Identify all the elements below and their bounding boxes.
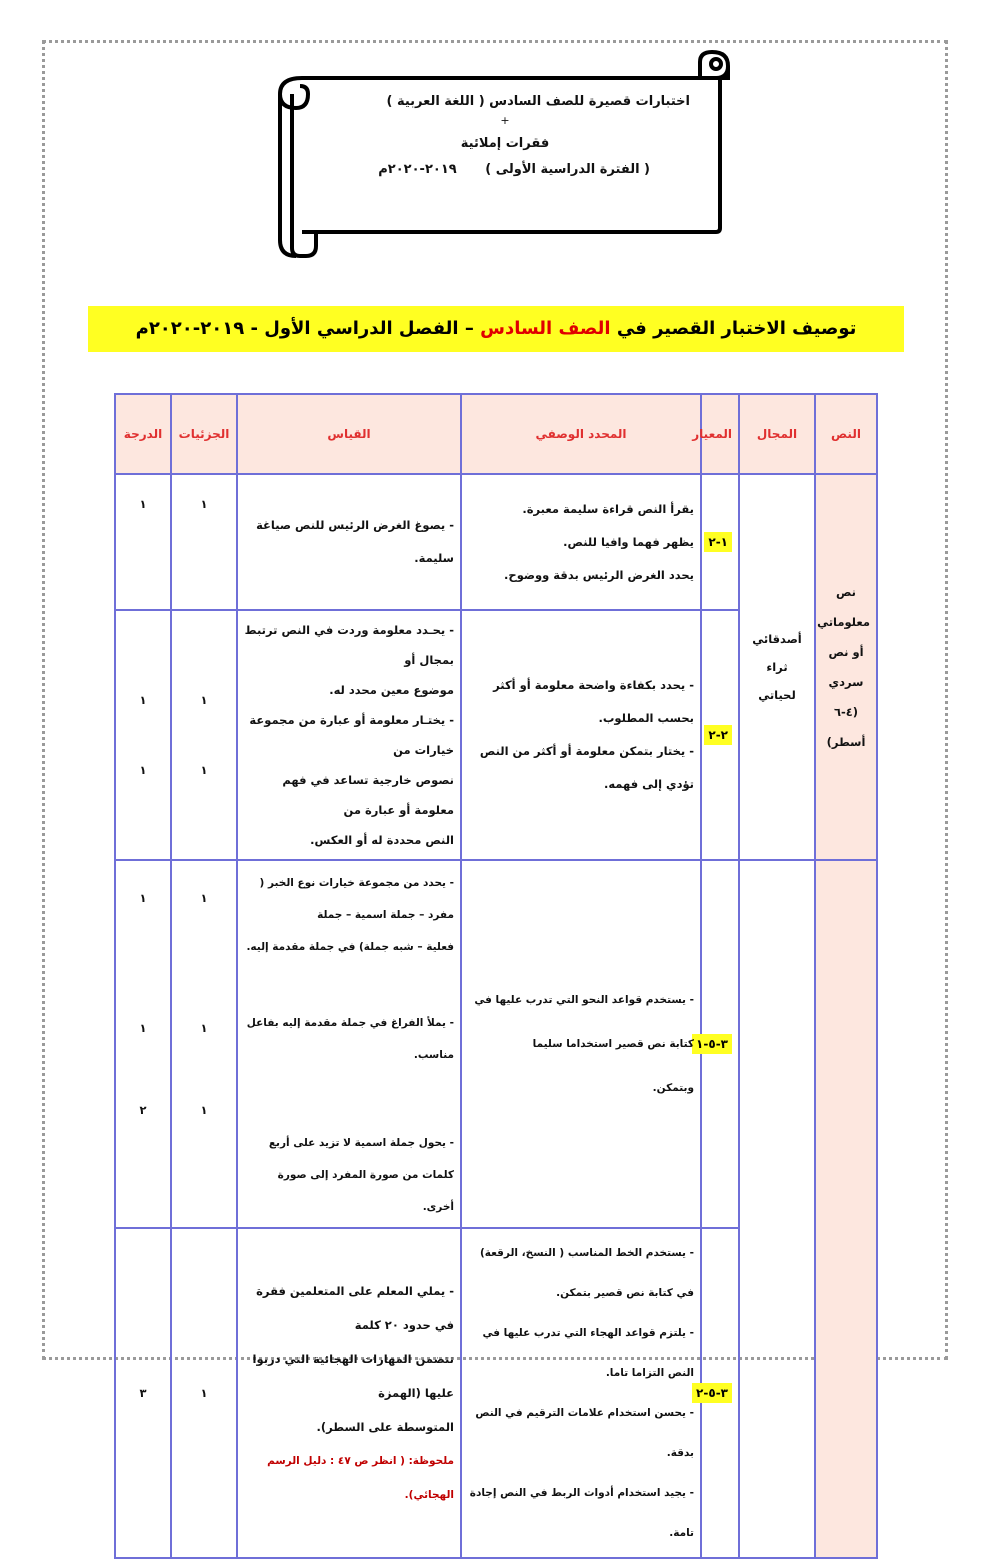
- title-highlight: الصف السادس: [480, 318, 611, 339]
- parts-value: ١: [200, 693, 208, 707]
- grade-value: ٣: [139, 1386, 147, 1400]
- grade-cell: [115, 860, 171, 1228]
- descriptor-line: يظهر فهما وافيا للنص.: [563, 534, 694, 549]
- descriptor-line: - يستخدم قواعد النحو التي تدرب عليها في كتابة نص قصير استخداما سليما: [474, 994, 694, 1050]
- header-line3: [300, 160, 650, 180]
- measure-line: المتوسطة على السطر).: [316, 1420, 454, 1434]
- title-part2: – الفصل الدراسي الأول - ٢٠١٩-٢٠٢٠م: [135, 318, 481, 339]
- grade-value: ١: [139, 891, 147, 905]
- text-cell-line: أو نص: [828, 645, 864, 659]
- text-cell-line: (٤-٦ أسطر): [826, 705, 866, 749]
- header-period: ( الفترة الدراسية الأولى ): [485, 162, 650, 177]
- header-plus: +: [500, 114, 510, 127]
- text-cell-empty: [815, 860, 877, 1558]
- parts-value: ١: [200, 763, 208, 777]
- page-title: [88, 306, 904, 352]
- header-descriptor: المحدد الوصفي: [461, 394, 701, 474]
- parts-value: ١: [200, 1021, 208, 1035]
- grade-value: ١: [139, 1021, 147, 1035]
- standard-code: ٢-٢: [704, 725, 732, 745]
- grade-cell: [115, 610, 171, 860]
- domain-line: لحياتي: [758, 688, 796, 702]
- measure-line: - يحول جملة اسمية لا تزيد على أربع كلمات من صورة المفرد إلى صورة: [268, 1137, 454, 1181]
- grade-value: ٢: [139, 1103, 147, 1117]
- standard-code: ٣-٥-٢: [692, 1383, 732, 1403]
- descriptor-line: - يلتزم قواعد الهجاء التي تدرب عليها في النص التزاما تاما.: [482, 1327, 694, 1379]
- grade-cell: [115, 1228, 171, 1558]
- domain-cell: [739, 474, 815, 860]
- descriptor-line: - يحسن استخدام علامات الترقيم في النص بدقة.: [475, 1407, 694, 1459]
- parts-value: ١: [200, 1103, 208, 1117]
- descriptor-line: - يحدد بكفاءة واضحة معلومة أو أكثر بحسب المطلوب.: [493, 678, 694, 725]
- parts-cell: [171, 860, 237, 1228]
- header-text: النص: [815, 394, 877, 474]
- measure-note: ملحوظة: ( انظر ص ٤٧ : دليل الرسم الهجائي).: [267, 1455, 454, 1501]
- descriptor-line: - يستخدم الخط المناسب ( النسخ، الرقعة) في كتابة نص قصير بتمكن.: [479, 1247, 694, 1299]
- header-measure: القياس: [237, 394, 461, 474]
- measure-line: موضوع معين محدد له.: [329, 683, 454, 697]
- grade-value: ١: [139, 497, 147, 511]
- descriptor-cell: [461, 610, 701, 860]
- measure-line: - يصوغ الغرض الرئيس للنص صياغة سليمة.: [256, 518, 454, 565]
- measure-line: نصوص خارجية تساعد في فهم معلومة أو عبارة من: [282, 773, 454, 817]
- parts-value: ١: [200, 1386, 208, 1400]
- standard-code: ٣-٥-١: [692, 1034, 732, 1054]
- parts-value: ١: [200, 891, 208, 905]
- descriptor-line: يحدد الغرض الرئيس بدقة ووضوح.: [504, 567, 694, 582]
- parts-value: ١: [200, 497, 208, 511]
- measure-line: أخرى.: [422, 1201, 454, 1213]
- descriptor-cell: [461, 474, 701, 610]
- header-row: [115, 394, 877, 474]
- measure-cell: [237, 1228, 461, 1558]
- descriptor-cell: [461, 1228, 701, 1558]
- grade-value: ١: [139, 763, 147, 777]
- text-cell-line: معلوماتي: [817, 615, 870, 629]
- measure-line: - يحدد من مجموعة خيارات نوع الخبر ( مفرد – جملة اسمية – جملة: [259, 877, 454, 921]
- standard-code: ١-٢: [704, 532, 732, 552]
- header-domain: المجال: [739, 394, 815, 474]
- parts-cell: [171, 1228, 237, 1558]
- header-scroll: [270, 50, 740, 260]
- domain-cell-empty: [739, 860, 815, 1558]
- measure-line: - يختـار معلومة أو عبارة من مجموعة خيارات من: [249, 713, 454, 757]
- parts-cell: [171, 610, 237, 860]
- spec-table: [114, 393, 878, 1559]
- header-years: ٢٠١٩-٢٠٢٠م: [378, 162, 457, 177]
- measure-line: - يحـدد معلومة وردت في النص ترتبط بمجال أو: [244, 623, 454, 667]
- measure-line: - يملأ الفراغ في جملة مقدمة إليه بفاعل مناسب.: [246, 1017, 454, 1061]
- descriptor-line: - يجيد استخدام أدوات الربط في النص إجادة تامة.: [469, 1487, 694, 1539]
- text-cell-line: سردي: [828, 675, 864, 689]
- text-cell: [815, 474, 877, 860]
- standard-cell: [701, 474, 739, 610]
- table-row: [115, 860, 877, 1228]
- standard-cell: [696, 1228, 739, 1558]
- header-standard: المعيار: [701, 394, 739, 474]
- measure-cell: [237, 610, 461, 860]
- measure-cell: [237, 474, 461, 610]
- measure-line: تتضمن المهارات الهجائية التي دربوا عليها (الهمزة: [252, 1352, 454, 1400]
- descriptor-line: وبتمكن.: [652, 1082, 694, 1094]
- header-line1: اختبارات قصيرة للصف السادس ( اللغة العربية ): [386, 94, 690, 109]
- title-part1: توصيف الاختبار القصير في: [610, 318, 857, 339]
- parts-cell: [171, 474, 237, 610]
- header-parts: الجزئيات: [171, 394, 237, 474]
- measure-line: فعلية – شبه جملة) في جملة مقدمة إليه.: [246, 941, 454, 953]
- header-grade: الدرجة: [115, 394, 171, 474]
- standard-cell: [696, 860, 739, 1228]
- descriptor-cell: [461, 860, 701, 1228]
- scroll-text: [300, 92, 710, 180]
- grade-cell: [115, 474, 171, 610]
- text-cell-line: نص: [835, 585, 856, 599]
- measure-cell: [237, 860, 461, 1228]
- standard-cell: [701, 610, 739, 860]
- descriptor-line: يقرأ النص قراءة سليمة معبرة.: [522, 501, 694, 516]
- domain-line: أصدقائي ثراء: [752, 632, 802, 674]
- measure-line: النص محددة له أو العكس.: [310, 833, 454, 847]
- header-line2: فقرات إملائية: [460, 136, 550, 151]
- table-row: [115, 474, 877, 610]
- descriptor-line: - يختار بتمكن معلومة أو أكثر من النص تؤدي إلى فهمه.: [479, 744, 694, 791]
- grade-value: ١: [139, 693, 147, 707]
- measure-line: - يملي المعلم على المتعلمين فقرة في حدود ٢٠ كلمة: [256, 1284, 454, 1332]
